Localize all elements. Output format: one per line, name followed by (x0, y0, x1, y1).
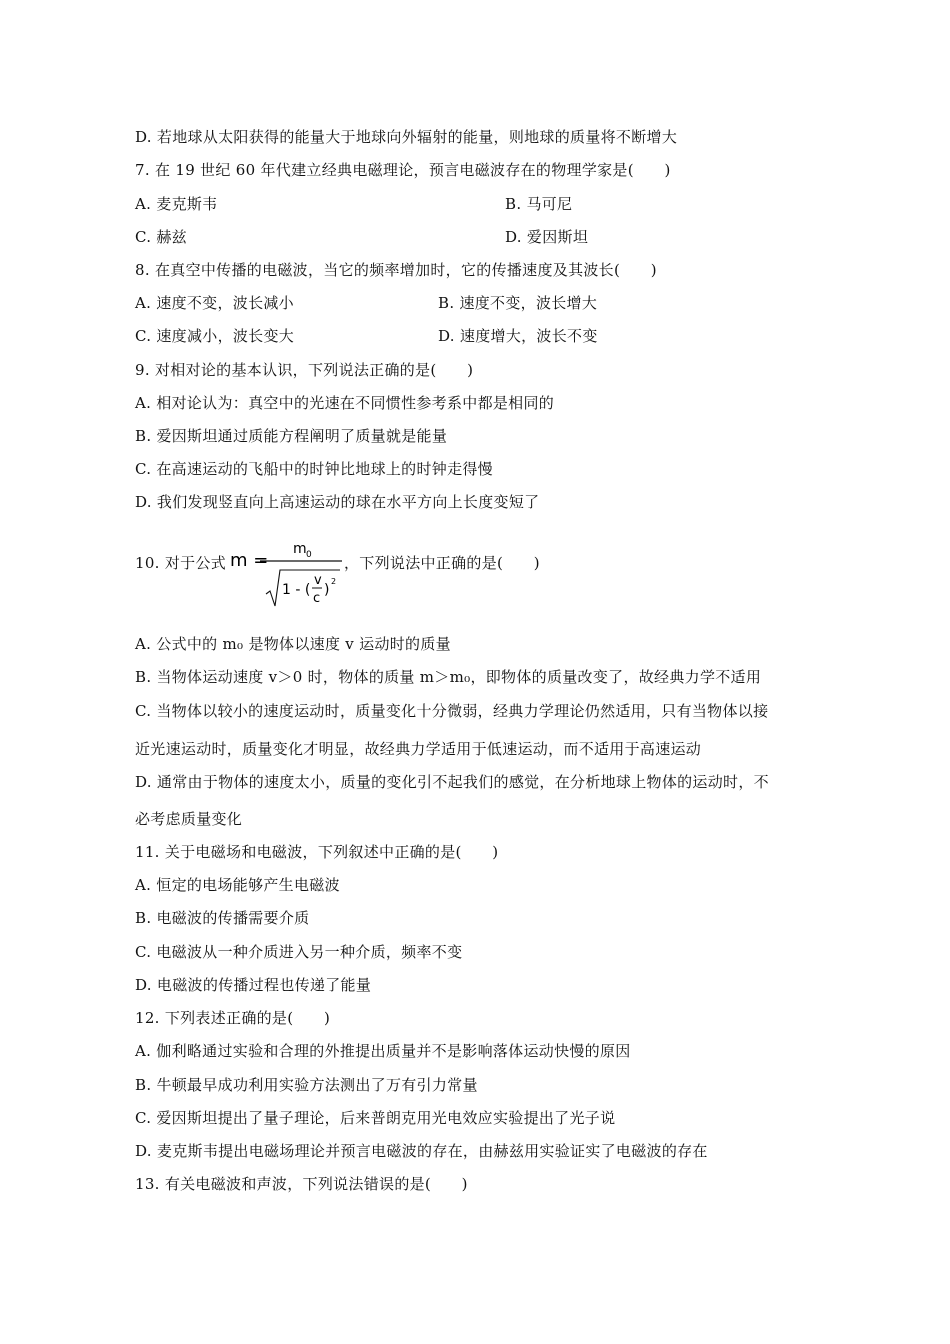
q12-option-a: A. 伽利略通过实验和合理的外推提出质量并不是影响落体运动快慢的原因 (135, 1042, 631, 1060)
q10-option-d-line1: D. 通常由于物体的速度太小，质量的变化引不起我们的感觉，在分析地球上物体的运动时，不 (135, 773, 769, 791)
q10-option-d-line2: 必考虑质量变化 (135, 810, 243, 828)
q7-option-b: B. 马可尼 (505, 195, 573, 213)
q9-option-b: B. 爱因斯坦通过质能方程阐明了质量就是能量 (135, 427, 448, 445)
q13-stem: 13. 有关电磁波和声波，下列说法错误的是( ) (135, 1175, 468, 1193)
q11-option-d: D. 电磁波的传播过程也传递了能量 (135, 976, 372, 994)
q8-stem: 8. 在真空中传播的电磁波，当它的频率增加时，它的传播速度及其波长( ) (135, 261, 657, 279)
q9-option-a: A. 相对论认为：真空中的光速在不同惯性参考系中都是相同的 (135, 394, 555, 412)
q8-option-c: C. 速度减小，波长变大 (135, 327, 295, 345)
formula-c: c (313, 591, 321, 606)
q9-stem: 9. 对相对论的基本认识，下列说法正确的是( ) (135, 361, 474, 379)
q12-stem: 12. 下列表述正确的是( ) (135, 1009, 331, 1027)
q10-stem-prefix: 10. 对于公式 (135, 554, 227, 572)
formula-one-minus: 1 - ( (282, 582, 311, 598)
q8-option-d: D. 速度增大，波长不变 (438, 327, 598, 345)
q9-option-d: D. 我们发现竖直向上高速运动的球在水平方向上长度变短了 (135, 493, 540, 511)
q7-option-c: C. 赫兹 (135, 228, 187, 246)
formula-lhs: m = (230, 550, 269, 571)
q8-option-b: B. 速度不变，波长增大 (438, 294, 598, 312)
q8-option-a: A. 速度不变，波长减小 (135, 294, 294, 312)
q10-option-b: B. 当物体运动速度 v＞0 时，物体的质量 m＞m₀，即物体的质量改变了，故经典力学不适用 (135, 668, 762, 686)
formula-power: 2 (331, 577, 337, 586)
q7-stem: 7. 在 19 世纪 60 年代建立经典电磁理论，预言电磁波存在的物理学家是( ) (135, 161, 671, 179)
q10-option-c-line2: 近光速运动时，质量变化才明显，故经典力学适用于低速运动，而不适用于高速运动 (135, 740, 702, 758)
relativistic-mass-formula (228, 536, 348, 612)
formula-numerator-subscript: 0 (306, 550, 312, 560)
q11-option-b: B. 电磁波的传播需要介质 (135, 909, 310, 927)
q12-option-b: B. 牛顿最早成功利用实验方法测出了万有引力常量 (135, 1076, 478, 1094)
formula-v: v (314, 573, 322, 588)
q10-option-a: A. 公式中的 m₀ 是物体以速度 v 运动时的质量 (135, 635, 451, 653)
q7-option-a: A. 麦克斯韦 (135, 195, 218, 213)
q10-option-c-line1: C. 当物体以较小的速度运动时，质量变化十分微弱，经典力学理论仍然适用，只有当物体以接 (135, 702, 769, 720)
q11-stem: 11. 关于电磁场和电磁波，下列叙述中正确的是( ) (135, 843, 499, 861)
q7-option-d: D. 爱因斯坦 (505, 228, 589, 246)
formula-close-paren: ) (324, 582, 330, 598)
q11-option-c: C. 电磁波从一种介质进入另一种介质，频率不变 (135, 943, 463, 961)
q6-option-d: D. 若地球从太阳获得的能量大于地球向外辐射的能量，则地球的质量将不断增大 (135, 128, 678, 146)
formula-numerator: m (293, 541, 307, 557)
q11-option-a: A. 恒定的电场能够产生电磁波 (135, 876, 340, 894)
q12-option-d: D. 麦克斯韦提出电磁场理论并预言电磁波的存在，由赫兹用实验证实了电磁波的存在 (135, 1142, 708, 1160)
q10-stem-suffix: ，下列说法中正确的是( ) (344, 554, 540, 572)
q9-option-c: C. 在高速运动的飞船中的时钟比地球上的时钟走得慢 (135, 460, 493, 478)
q12-option-c: C. 爱因斯坦提出了量子理论，后来普朗克用光电效应实验提出了光子说 (135, 1109, 616, 1127)
